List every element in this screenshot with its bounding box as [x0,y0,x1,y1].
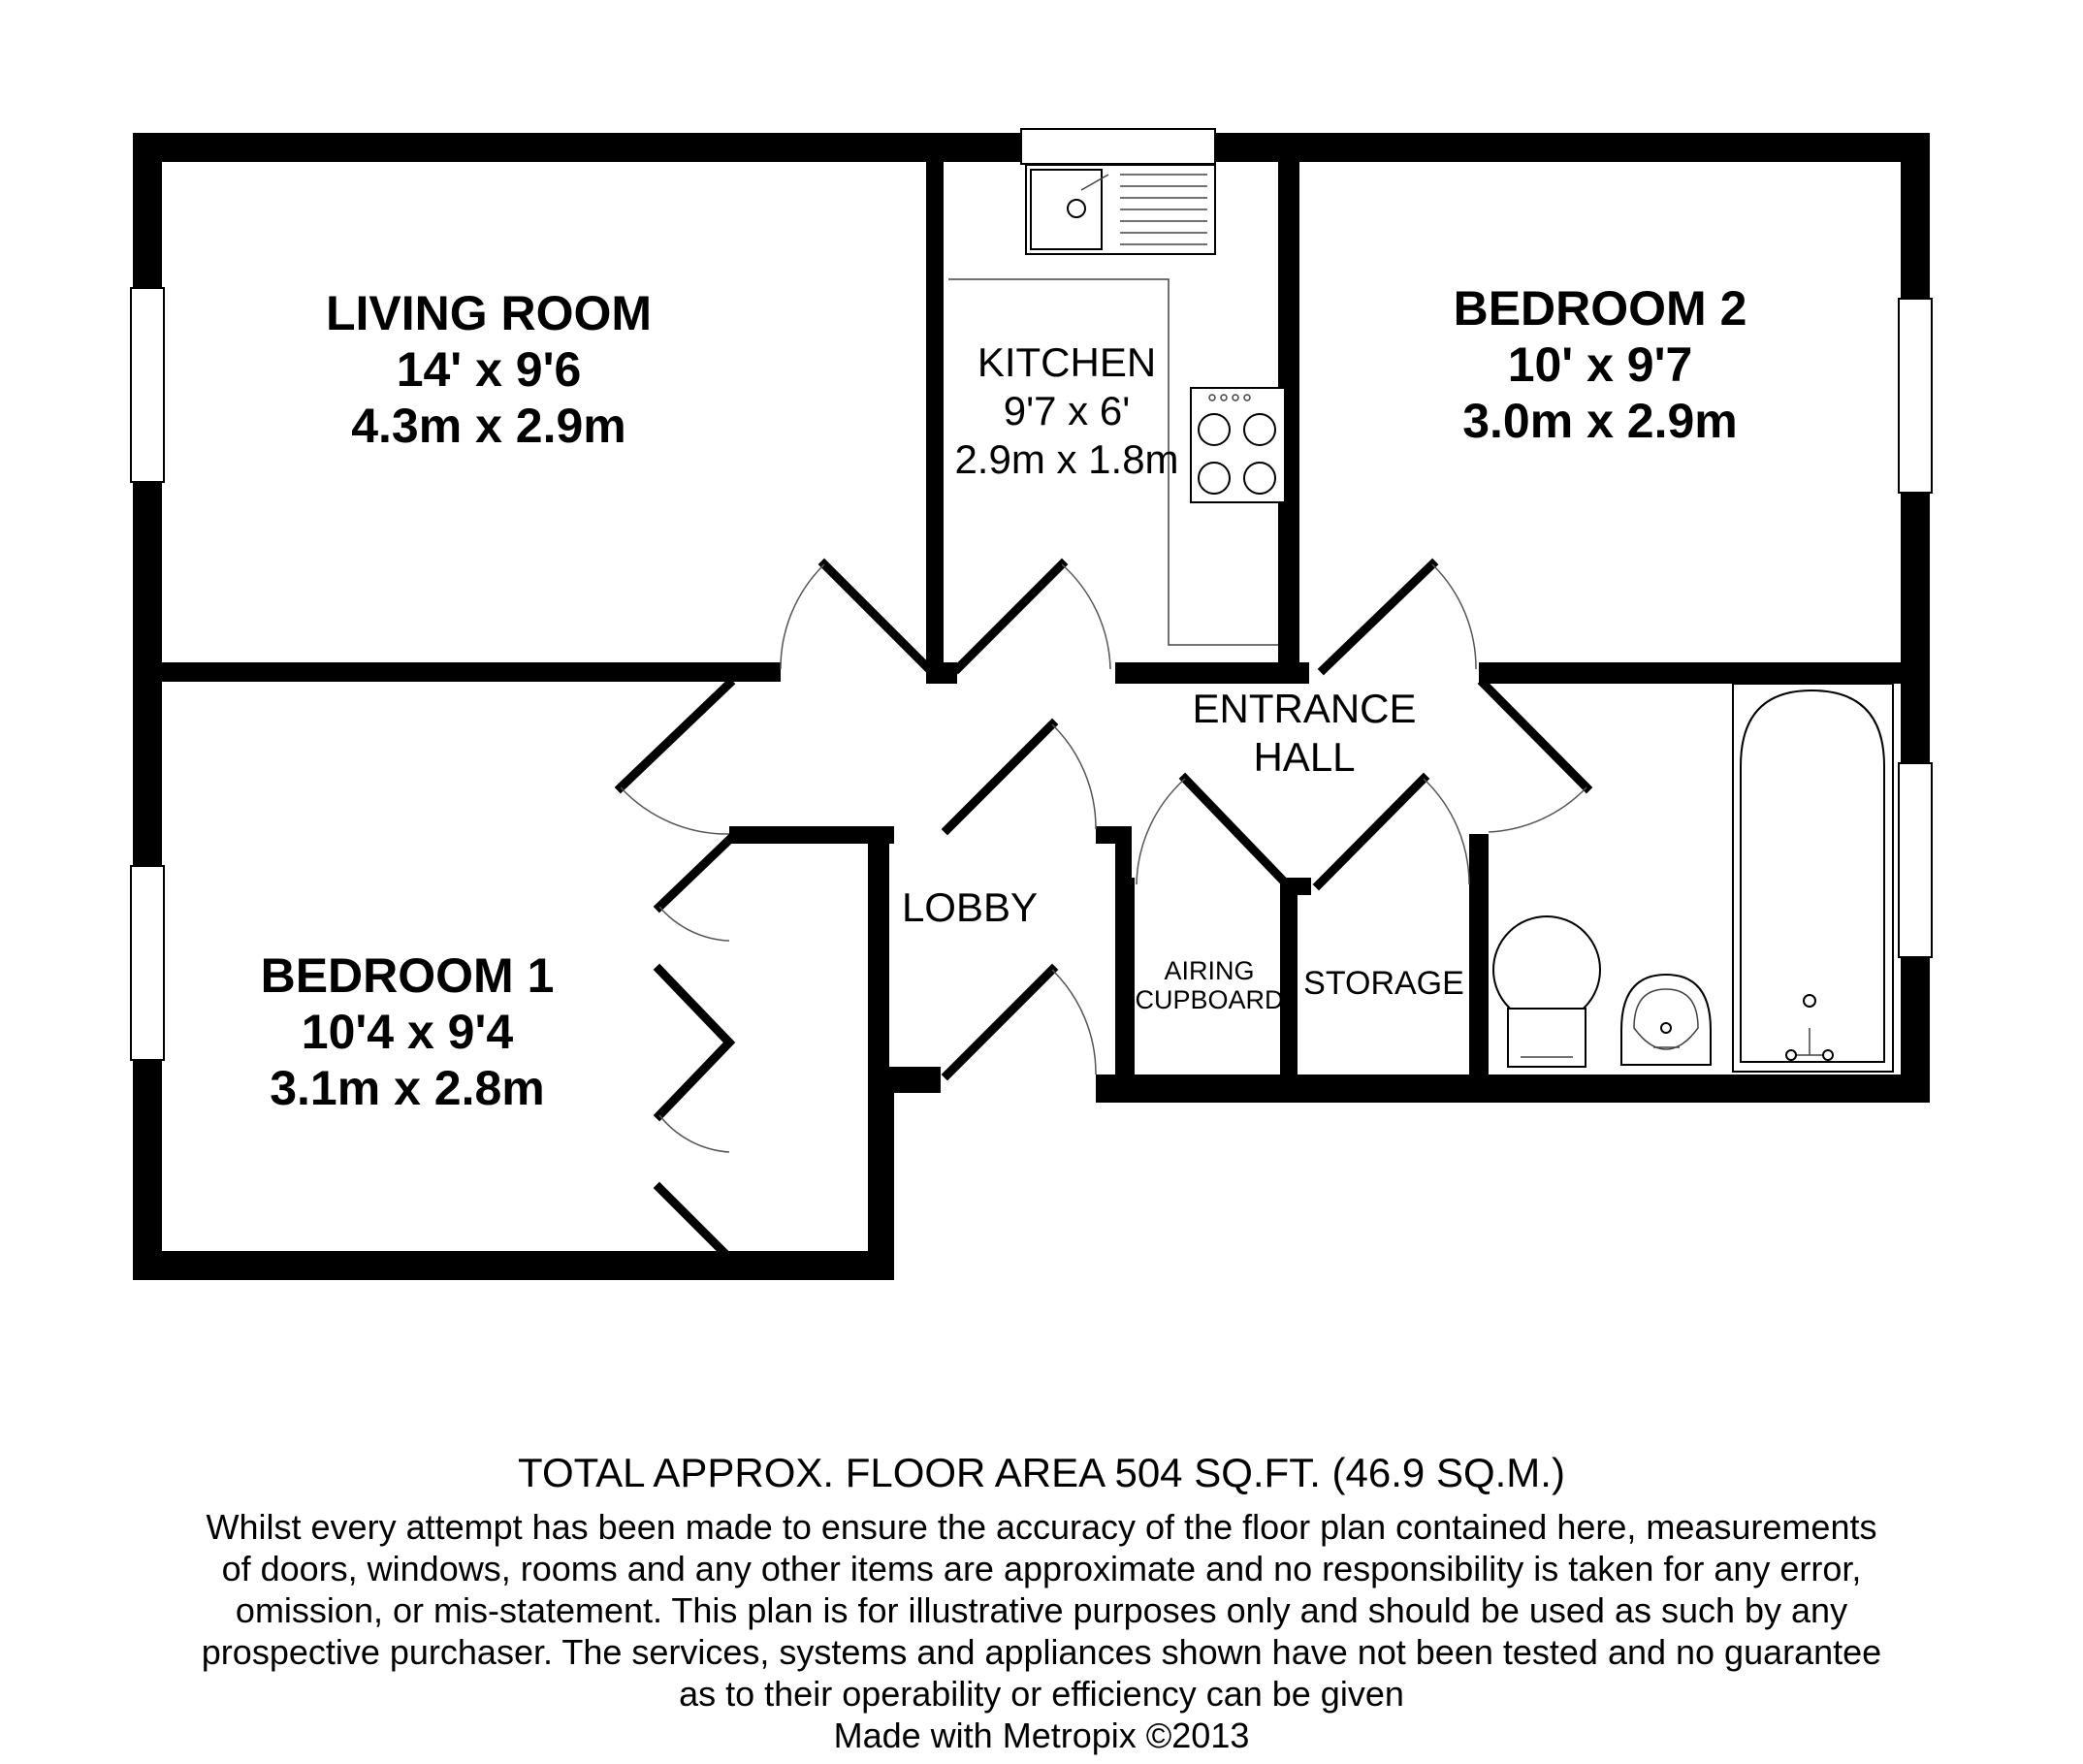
entrance-hall-line1: ENTRANCE [1192,686,1417,731]
entrance-hall-line2: HALL [1253,734,1356,780]
bedroom2-imperial: 10' x 9'7 [1507,337,1693,392]
room-entrance-hall [1192,686,1416,780]
room-kitchen [954,339,1178,482]
bathroom-fixtures [1493,684,1893,1072]
disclaimer-line: as to their operability or efficiency can be given [679,1674,1404,1714]
sink-icon [1026,165,1215,254]
airing-cupboard-line2: CUPBOARD [1135,985,1284,1014]
storage-name: STORAGE [1303,965,1464,1002]
living-room-metric: 4.3m x 2.9m [351,399,626,453]
disclaimer [194,1506,1889,1715]
basin-icon [1621,975,1711,1065]
bedroom1-imperial: 10'4 x 9'4 [301,1005,514,1059]
living-room-name: LIVING ROOM [325,286,653,340]
room-living-room [326,286,652,453]
disclaimer-line: Whilst every attempt has been made to ensure the accuracy of the floor plan contained here, measurements [206,1507,1877,1547]
disclaimer-line: of doors, windows, rooms and any other items are approximate and no responsibility is taken for any error, [221,1549,1862,1588]
disclaimer-line: omission, or mis-statement. This plan is for illustrative purposes only and should be used as such by any [235,1590,1848,1630]
airing-cupboard-line1: AIRING [1164,956,1255,985]
lobby-name: LOBBY [901,884,1039,930]
room-bedroom-1 [261,948,555,1115]
living-room-imperial: 14' x 9'6 [396,342,582,397]
kitchen-metric: 2.9m x 1.8m [954,436,1179,482]
footer [194,1450,1889,1756]
room-airing-cupboard [1135,956,1283,1014]
room-lobby [902,884,1038,930]
bedroom2-metric: 3.0m x 2.9m [1462,394,1738,448]
bedroom1-name: BEDROOM 1 [260,948,555,1003]
credit: Made with Metropix ©2013 [833,1716,1250,1755]
bedroom1-metric: 3.1m x 2.8m [270,1061,545,1115]
room-storage [1303,965,1464,1002]
bedroom2-name: BEDROOM 2 [1453,281,1747,336]
hob-icon [1191,388,1285,502]
kitchen-imperial: 9'7 x 6' [1003,388,1131,433]
kitchen-name: KITCHEN [977,339,1157,385]
bath-icon [1733,684,1893,1072]
total-floor-area: TOTAL APPROX. FLOOR AREA 504 SQ.FT. (46.9 SQ.M.) [518,1450,1565,1495]
toilet-icon [1493,916,1600,1067]
room-bedroom-2 [1454,281,1747,448]
disclaimer-line: prospective purchaser. The services, systems and appliances shown have not been tested and no guarantee [201,1632,1882,1672]
